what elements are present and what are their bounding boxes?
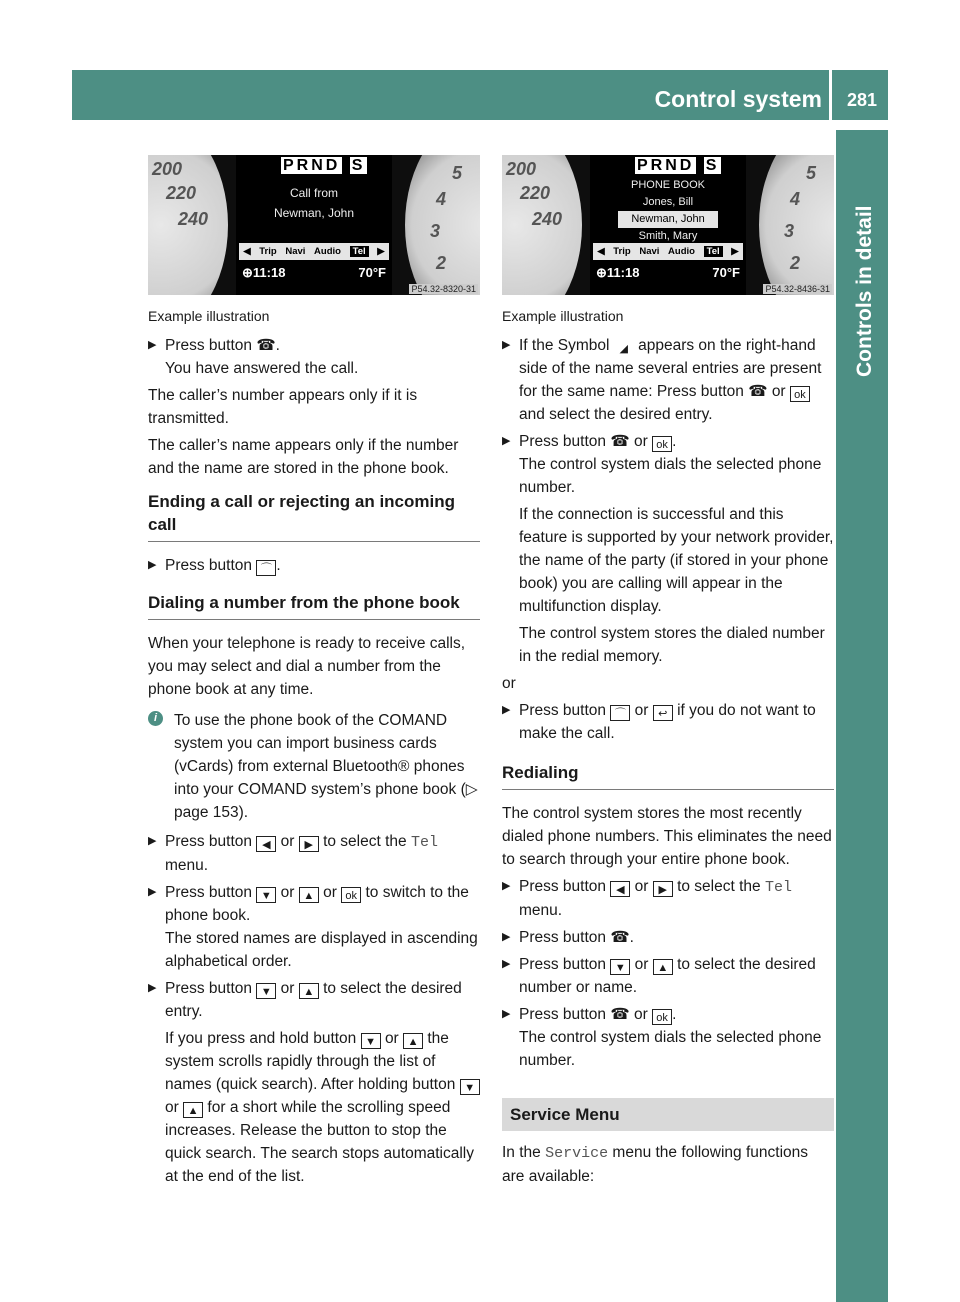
section-heading: Redialing bbox=[502, 761, 834, 790]
gear-letters: PRND bbox=[637, 157, 695, 174]
display-status bbox=[236, 265, 392, 281]
step-text: appears on the right-hand side of the name several entries are present for the same name: Press button bbox=[519, 337, 822, 400]
step-text: If you press and hold button bbox=[165, 1030, 357, 1047]
step-text: . bbox=[672, 1006, 677, 1023]
step-text: or bbox=[384, 1030, 399, 1047]
gear-mode-badge: S bbox=[705, 157, 720, 174]
step-text: Press button bbox=[519, 433, 607, 450]
step-arrow-icon: ▶ bbox=[502, 931, 511, 943]
step-text: to bbox=[365, 884, 379, 901]
phone-accept-icon: ☎ bbox=[748, 383, 768, 400]
illustration-caption: Example illustration bbox=[148, 308, 270, 324]
page-title: Control system bbox=[654, 86, 822, 112]
clock-time: 11:18 bbox=[606, 265, 640, 280]
up-arrow-key-icon: ▲ bbox=[183, 1102, 203, 1118]
step-text: Press button bbox=[519, 1006, 607, 1023]
step-text: If the Symbol bbox=[519, 337, 610, 354]
step-text: or bbox=[280, 884, 295, 901]
paragraph: The control system stores the most recently dialed phone numbers. This eliminates the need to search through your entire phone book. bbox=[502, 805, 832, 868]
menu-audio: Audio bbox=[314, 246, 341, 257]
step bbox=[502, 430, 834, 668]
gear-letters: PRND bbox=[283, 157, 341, 174]
phone-end-icon: ⌒ bbox=[256, 560, 276, 576]
step-text: to select the desired number or name. bbox=[519, 956, 816, 996]
step-text: Press button bbox=[165, 557, 253, 574]
display-line-selected: Newman, John bbox=[618, 211, 718, 228]
right-arrow-key-icon: ▶ bbox=[653, 881, 673, 897]
ok-key-icon: ok bbox=[652, 1009, 672, 1025]
chevron-right-icon: ▶ bbox=[731, 246, 739, 257]
step-arrow-icon: ▶ bbox=[502, 958, 511, 970]
display-line: Call from bbox=[289, 186, 338, 200]
step-text: or bbox=[634, 702, 649, 719]
multifunction-display bbox=[236, 155, 392, 295]
display-line: Jones, Bill bbox=[642, 196, 694, 208]
clock-wrap bbox=[242, 265, 285, 281]
step-text: . bbox=[672, 433, 677, 450]
display-line: Newman, John bbox=[273, 206, 355, 220]
paragraph bbox=[502, 1141, 834, 1188]
step bbox=[148, 977, 480, 1188]
down-arrow-key-icon: ▼ bbox=[256, 887, 276, 903]
step bbox=[148, 554, 480, 577]
illustration-code: P54.32-8436-31 bbox=[765, 284, 830, 294]
display-text bbox=[236, 183, 392, 223]
down-arrow-key-icon: ▼ bbox=[610, 959, 630, 975]
clock-wrap bbox=[596, 265, 639, 281]
display-menu-bar bbox=[593, 243, 743, 260]
step-text: . bbox=[276, 557, 281, 574]
side-tab-label: Controls in detail bbox=[853, 205, 876, 377]
step-note: The control system stores the dialed number in the redial memory. bbox=[519, 625, 825, 665]
chevron-right-icon: ▶ bbox=[377, 246, 385, 257]
illustration-caption: Example illustration bbox=[502, 308, 624, 324]
side-tab-text-wrap bbox=[836, 130, 888, 1302]
multifunction-display bbox=[590, 155, 746, 295]
ok-key-icon: ok bbox=[341, 887, 361, 903]
up-arrow-key-icon: ▲ bbox=[299, 983, 319, 999]
step bbox=[148, 881, 480, 973]
step-text: Press button bbox=[519, 929, 607, 946]
chevron-left-icon: ◀ bbox=[597, 246, 605, 257]
gear-indicator bbox=[281, 157, 367, 175]
step-text: to select the bbox=[323, 833, 407, 850]
step-text: for a short while the scrolling speed increases. Release the button to stop the quick search. The search stops automatically at the end of the list. bbox=[165, 1099, 475, 1185]
step-text: or bbox=[771, 383, 786, 400]
outside-temperature: 70°F bbox=[358, 265, 386, 280]
menu-trip: Trip bbox=[259, 246, 277, 257]
multiple-entries-icon: ◢ bbox=[619, 343, 629, 355]
step-text: Press button bbox=[519, 702, 607, 719]
menu-name: Tel bbox=[764, 879, 792, 896]
step-text: menu. bbox=[165, 857, 209, 874]
step-arrow-icon: ▶ bbox=[148, 339, 157, 351]
display-line: PHONE BOOK bbox=[631, 179, 705, 191]
menu-tel: Tel bbox=[704, 246, 723, 257]
phone-end-icon: ⌒ bbox=[610, 705, 630, 721]
ok-key-icon: ok bbox=[652, 436, 672, 452]
right-arrow-key-icon: ▶ bbox=[299, 836, 319, 852]
menu-audio: Audio bbox=[668, 246, 695, 257]
paragraph: or bbox=[502, 675, 516, 692]
step-text: or bbox=[280, 833, 295, 850]
step-text: or bbox=[633, 433, 648, 450]
ok-key-icon: ok bbox=[790, 386, 810, 402]
page-number: 281 bbox=[846, 90, 878, 110]
step-arrow-icon: ▶ bbox=[502, 1008, 511, 1020]
tachometer-dial bbox=[405, 155, 480, 295]
step-arrow-icon: ▶ bbox=[502, 435, 511, 447]
step bbox=[148, 830, 480, 877]
down-arrow-key-icon: ▼ bbox=[460, 1079, 480, 1095]
step-arrow-icon: ▶ bbox=[148, 559, 157, 571]
step-note bbox=[165, 1027, 480, 1188]
up-arrow-key-icon: ▲ bbox=[299, 887, 319, 903]
info-icon: i bbox=[148, 711, 163, 726]
step bbox=[502, 875, 834, 922]
display-menu-bar bbox=[239, 243, 389, 260]
menu-navi: Navi bbox=[285, 246, 306, 257]
step-text: or bbox=[165, 1099, 179, 1116]
paragraph: The caller’s number appears only if it is transmitted. bbox=[148, 387, 418, 427]
chevron-left-icon: ◀ bbox=[243, 246, 251, 257]
step bbox=[502, 926, 834, 949]
back-key-icon: ↩ bbox=[653, 705, 673, 721]
left-column bbox=[148, 305, 480, 1192]
outside-temperature: 70°F bbox=[712, 265, 740, 280]
down-arrow-key-icon: ▼ bbox=[361, 1033, 381, 1049]
step-text: if you do not want to make the call. bbox=[519, 702, 816, 742]
step-arrow-icon: ▶ bbox=[502, 704, 511, 716]
illustration-call-from: 200 220 240 5 4 3 2 PRND S Call from Newman, John ◀ Trip Navi Audio Tel ▶ ⊕11:18 70°F P54.32-8320-31 bbox=[148, 155, 480, 295]
left-arrow-key-icon: ◀ bbox=[610, 881, 630, 897]
paragraph-text: menu the following functions are available: bbox=[502, 1144, 809, 1185]
illustration-code: P54.32-8320-31 bbox=[411, 284, 476, 294]
step-text: The stored names are displayed in ascending alphabetical order. bbox=[165, 930, 478, 970]
down-arrow-key-icon: ▼ bbox=[256, 983, 276, 999]
phone-accept-icon: ☎ bbox=[256, 337, 276, 354]
left-arrow-key-icon: ◀ bbox=[256, 836, 276, 852]
step-text: . bbox=[275, 337, 280, 354]
display-status bbox=[590, 265, 746, 281]
clock-icon: ⊕ bbox=[596, 265, 607, 280]
up-arrow-key-icon: ▲ bbox=[653, 959, 673, 975]
phone-accept-icon: ☎ bbox=[610, 929, 630, 946]
step bbox=[502, 1003, 834, 1072]
step-text: menu. bbox=[519, 902, 563, 919]
step-arrow-icon: ▶ bbox=[502, 339, 511, 351]
step-text: Press button bbox=[519, 956, 607, 973]
step bbox=[502, 953, 834, 999]
step-text: The control system dials the selected phone number. bbox=[519, 456, 822, 496]
header-divider bbox=[829, 70, 832, 120]
gear-indicator bbox=[635, 157, 721, 175]
step-text: or bbox=[634, 956, 649, 973]
clock-icon: ⊕ bbox=[242, 265, 253, 280]
clock-time: 11:18 bbox=[252, 265, 286, 280]
section-bar-heading: Service Menu bbox=[502, 1098, 834, 1131]
menu-tel: Tel bbox=[350, 246, 369, 257]
section-heading: Dialing a number from the phone book bbox=[148, 591, 480, 620]
step-text: The control system dials the selected phone number. bbox=[519, 1029, 822, 1069]
menu-name: Service bbox=[545, 1145, 609, 1162]
paragraph-text: In the bbox=[502, 1144, 541, 1161]
step-arrow-icon: ▶ bbox=[502, 880, 511, 892]
gear-mode-badge: S bbox=[351, 157, 366, 174]
step-arrow-icon: ▶ bbox=[148, 982, 157, 994]
step-text: You have answered the call. bbox=[165, 360, 359, 377]
right-column bbox=[502, 305, 834, 1192]
step-text: or bbox=[633, 1006, 648, 1023]
info-note bbox=[148, 709, 480, 824]
tachometer-dial bbox=[759, 155, 834, 295]
step bbox=[502, 334, 834, 426]
step bbox=[148, 334, 480, 380]
paragraph: When your telephone is ready to receive calls, you may select and dial a number from the phone book at any time. bbox=[148, 635, 466, 698]
step-text: Press button bbox=[165, 833, 253, 850]
step-text: the system scrolls rapidly through the list of names (quick search). After holding button bbox=[165, 1030, 456, 1093]
step-text: Press button bbox=[165, 337, 253, 354]
up-arrow-key-icon: ▲ bbox=[403, 1033, 423, 1049]
step-text: Press button bbox=[519, 878, 607, 895]
step-text: Press button bbox=[165, 980, 253, 997]
step-note: If the connection is successful and this feature is supported by your network provider, the name of the party (if stored in your phone book) you are calling will appear in the multifunction display. bbox=[519, 506, 834, 615]
step-text: . bbox=[629, 929, 634, 946]
step-text: switch to the phone book. bbox=[165, 884, 469, 924]
step-text: or bbox=[634, 878, 649, 895]
display-text bbox=[590, 177, 746, 245]
step-text: Press button bbox=[165, 884, 253, 901]
phone-accept-icon: ☎ bbox=[610, 433, 630, 450]
illustration-phone-book: 200 220 240 5 4 3 2 PRND S PHONE BOOK Jones, Bill Newman, John Smith, Mary ◀ Trip Navi Audio Tel ▶ ⊕11:18 70°F P54.32-8436-31 bbox=[502, 155, 834, 295]
display-line: Smith, Mary bbox=[638, 230, 698, 242]
step-arrow-icon: ▶ bbox=[148, 835, 157, 847]
step-text: to select the bbox=[677, 878, 761, 895]
section-heading: Ending a call or rejecting an incoming call bbox=[148, 490, 480, 542]
step-text: or bbox=[323, 884, 337, 901]
step-text: to select the desired entry. bbox=[165, 980, 462, 1020]
step bbox=[502, 699, 834, 745]
menu-navi: Navi bbox=[639, 246, 660, 257]
step-text: or bbox=[280, 980, 295, 997]
menu-name: Tel bbox=[410, 834, 438, 851]
step-text: and select the desired entry. bbox=[519, 406, 713, 423]
phone-accept-icon: ☎ bbox=[610, 1006, 630, 1023]
menu-trip: Trip bbox=[613, 246, 631, 257]
step-arrow-icon: ▶ bbox=[148, 886, 157, 898]
paragraph: The caller’s name appears only if the number and the name are stored in the phone book. bbox=[148, 437, 459, 477]
info-text: To use the phone book of the COMAND system you can import business cards (vCards) from external Bluetooth® phones into your COMAND system’s phone book (▷ page 153). bbox=[174, 712, 478, 821]
